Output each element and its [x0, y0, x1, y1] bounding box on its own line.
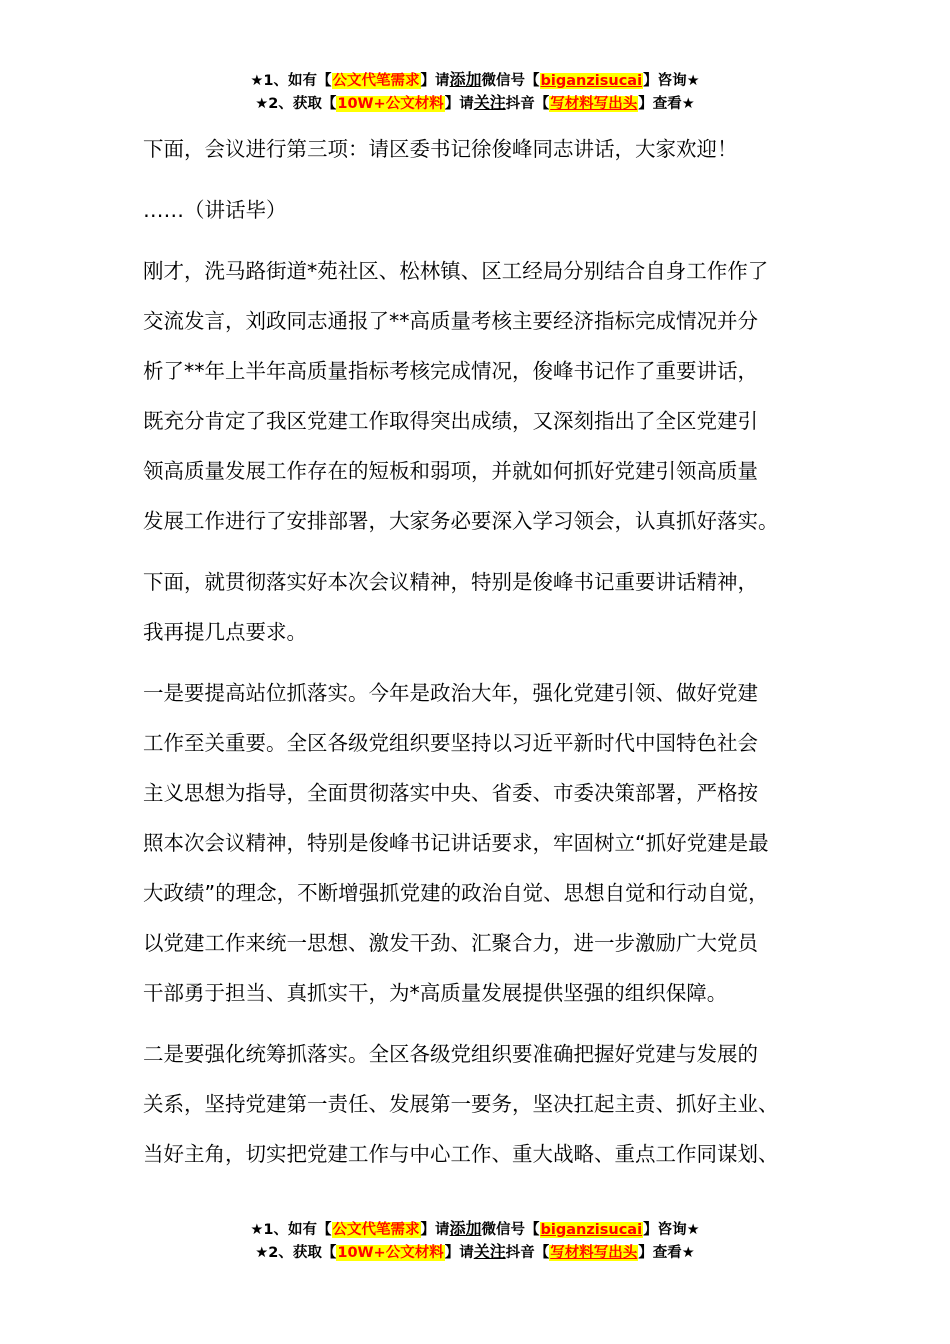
banner-line-1: ★1、如有【公文代笔需求】请添加微信号【biganzisucai】咨询★: [250, 1219, 700, 1238]
highlight-service: 公文代笔需求: [332, 1222, 420, 1238]
douyin-account-link[interactable]: 写材料写出头: [550, 1245, 638, 1261]
star-icon: ★: [255, 1245, 269, 1261]
emphasis-follow: 关注: [473, 93, 506, 112]
highlight-service: 公文代笔需求: [332, 73, 420, 89]
paragraph-3: 刚才，洗马路街道*苑社区、松林镇、区工经局分别结合自身工作作了 交流发言，刘政同志通报了**高质量考核主要经济指标完成情况并分 析了**年上半年高质量指标考核完成情况，俊峰书记作了重要讲话， 既充分肯定了我区党建工作取得突出成绩，又深刻指出了全区党建引 领高质量发展工作存在的短板和弱项，并就如何抓好党建引领高质量 发展工作进行了安排部署，大家务必要深入学习领会，认真抓好落实。: [143, 259, 779, 533]
paragraph-6: 二是要强化统筹抓落实。全区各级党组织要准确把握好党建与发展的 关系，坚持党建第一责任、发展第一要务，坚决扛起主责、抓好主业、 当好主角，切实把党建工作与中心工作、重大战略、重点工作同谋划、: [143, 1042, 779, 1166]
star-icon: ★: [255, 96, 269, 112]
highlight-materials: 10W+公文材料: [337, 96, 444, 112]
highlight-materials: 10W+公文材料: [337, 1245, 444, 1261]
paragraph-1: 下面，会议进行第三项：请区委书记徐俊峰同志讲话，大家欢迎！: [143, 137, 738, 161]
star-icon: ★: [250, 73, 264, 89]
wechat-id-link[interactable]: biganzisucai: [540, 73, 643, 89]
paragraph-5: 一是要提高站位抓落实。今年是政治大年，强化党建引领、做好党建 工作至关重要。全区各级党组织要坚持以习近平新时代中国特色社会 主义思想为指导，全面贯彻落实中央、省委、市委决策部署，严格按 照本次会议精神，特别是俊峰书记讲话要求，牢固树立“抓好党建是最 大政绩”的理念，不断增强抓党建的政治自觉、思想自觉和行动自觉， 以党建工作来统一思想、激发干劲、汇聚合力，进一步激励广大党员 干部勇于担当、真抓实干，为*高质量发展提供坚强的组织保障。: [143, 681, 769, 1005]
banner-line-2: ★2、获取【10W+公文材料】请关注抖音【写材料写出头】查看★: [255, 1242, 695, 1261]
star-icon: ★: [250, 1222, 264, 1238]
header-banner-bottom: [0, 1218, 950, 1264]
douyin-account-link[interactable]: 写材料写出头: [550, 96, 638, 112]
header-banner-top: [0, 69, 950, 115]
paragraph-2: ……（讲话毕）: [143, 198, 287, 222]
banner-line-2: ★2、获取【10W+公文材料】请关注抖音【写材料写出头】查看★: [255, 93, 695, 112]
emphasis-follow: 关注: [473, 1242, 506, 1261]
emphasis-add: 添加: [449, 1219, 482, 1238]
wechat-id-link[interactable]: biganzisucai: [540, 1222, 643, 1238]
emphasis-add: 添加: [449, 70, 482, 89]
banner-line-1: ★1、如有【公文代笔需求】请添加微信号【biganzisucai】咨询★: [250, 70, 700, 89]
document-body: [143, 124, 811, 1190]
paragraph-4: 下面，就贯彻落实好本次会议精神，特别是俊峰书记重要讲话精神， 我再提几点要求。: [143, 570, 758, 644]
